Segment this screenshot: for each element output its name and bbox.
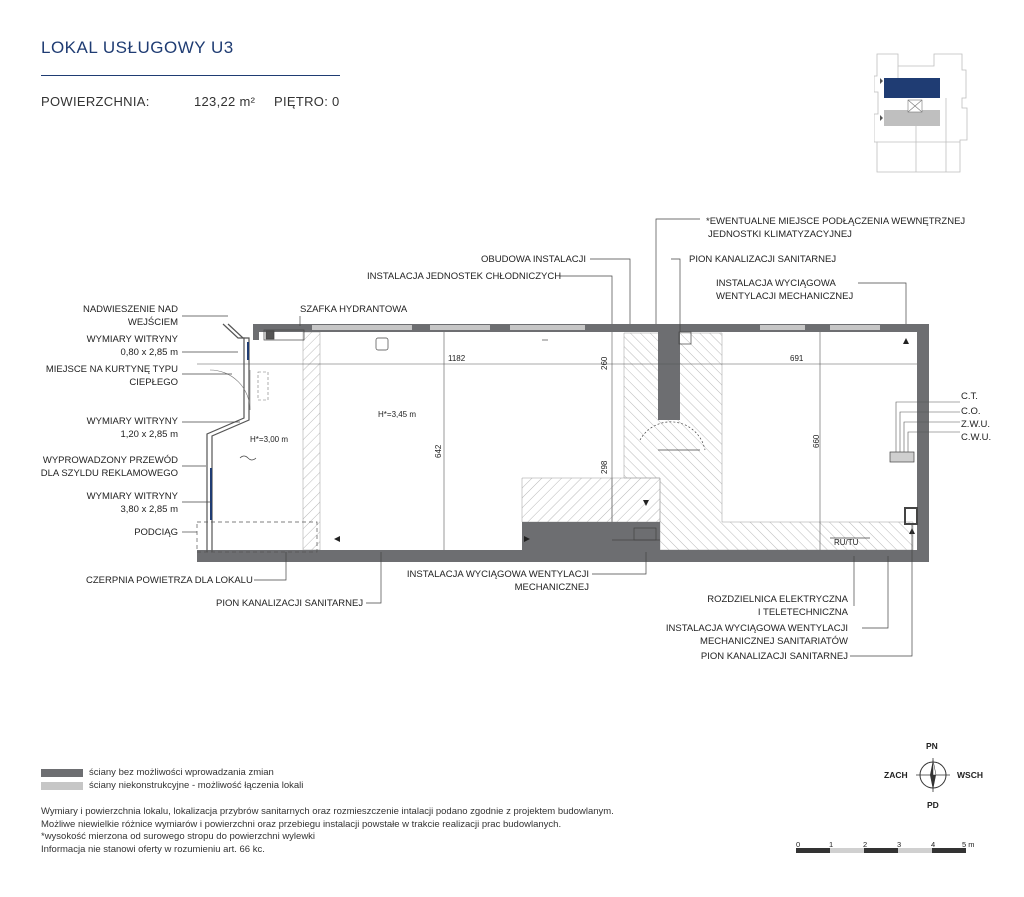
scale-tick: 5 m xyxy=(962,840,975,849)
dim-1182: 1182 xyxy=(448,354,466,363)
dim-642: 642 xyxy=(434,444,443,458)
label-czerpnia: CZERPNIA POWIETRZA DLA LOKALU xyxy=(86,575,253,586)
area-value: 123,22 m² xyxy=(194,94,256,109)
label-pion-left: PION KANALIZACJI SANITARNEJ xyxy=(216,598,364,609)
beam-outline xyxy=(197,522,317,552)
dim-260: 260 xyxy=(600,356,609,370)
label-wyciagowa-top: INSTALACJA WYCIĄGOWA WENTYLACJI MECHANICZNEJ xyxy=(716,278,854,302)
label-co: C.O. xyxy=(961,406,981,417)
label-witryna-1: WYMIARY WITRYNY 0,80 x 2,85 m xyxy=(86,334,178,358)
compass-icon xyxy=(910,752,956,798)
height-entrance: H*=3,00 m xyxy=(250,435,289,444)
note-line: Możliwe niewielkie różnice wymiarów i powierzchni oraz przebiegu instalacji powstałe w trakcie realizacji prac budowlanych. xyxy=(41,818,562,830)
area-label: POWIERZCHNIA: xyxy=(41,94,150,109)
scale-tick: 4 xyxy=(931,840,936,849)
compass-south: PD xyxy=(927,800,939,810)
label-obudowa: OBUDOWA INSTALACJI xyxy=(481,254,587,265)
label-witryna-3: WYMIARY WITRYNY 3,80 x 2,85 m xyxy=(86,491,178,515)
legend-swatch-structural xyxy=(41,769,83,777)
label-kurtyna: MIEJSCE NA KURTYNĘ TYPU CIEPŁEGO xyxy=(45,364,178,388)
rutu-label: RU/TU xyxy=(834,538,859,547)
label-sanitariatow: INSTALACJA WYCIĄGOWA WENTYLACJI MECHANICZNEJ SANITARIATÓW xyxy=(665,623,848,647)
dim-660: 660 xyxy=(812,434,821,448)
label-szafka: SZAFKA HYDRANTOWA xyxy=(300,304,408,315)
note-line: Wymiary i powierzchnia lokalu, lokalizacja przybrów sanitarnych oraz rozmieszczenie intalacji podano zgodnie z projektem budowlanym. xyxy=(41,806,614,817)
storefront-facade xyxy=(207,324,249,552)
page-title: LOKAL USŁUGOWY U3 xyxy=(41,38,234,57)
dim-298: 298 xyxy=(600,460,609,474)
label-pion-bottom: PION KANALIZACJI SANITARNEJ xyxy=(700,651,848,662)
scale-tick: 0 xyxy=(796,840,801,849)
label-witryna-2: WYMIARY WITRYNY 1,20 x 2,85 m xyxy=(86,416,178,440)
height-main: H*=3,45 m xyxy=(378,410,417,419)
label-zwu: Z.W.U. xyxy=(961,419,991,430)
label-wyciagowa-bottom: INSTALACJA WYCIĄGOWA WENTYLACJI MECHANICZNEJ xyxy=(406,569,589,593)
label-nadwieszenie: NADWIESZENIE NAD WEJŚCIEM xyxy=(82,304,178,328)
scale-bar xyxy=(796,848,976,854)
label-pion-top: PION KANALIZACJI SANITARNEJ xyxy=(689,254,837,265)
label-ct: C.T. xyxy=(961,391,978,402)
note-line: *wysokość mierzona od surowego stropu do powierzchni wylewki xyxy=(41,831,316,842)
label-jednostki: INSTALACJA JEDNOSTEK CHŁODNICZYCH xyxy=(367,271,562,282)
floor-info: PIĘTRO: 0 xyxy=(274,94,340,109)
compass-east: WSCH xyxy=(957,770,983,780)
label-rozdzielnica: ROZDZIELNICA ELEKTRYCZNA I TELETECHNICZNA xyxy=(707,594,848,618)
scale-tick: 3 xyxy=(897,840,902,849)
note-line: Informacja nie stanowi oferty w rozumieniu art. 66 kc. xyxy=(41,843,265,855)
label-przewod: WYPROWADZONY PRZEWÓD DLA SZYLDU REKLAMOWEGO xyxy=(40,455,178,479)
label-cwu: C.W.U. xyxy=(961,432,992,443)
footnotes xyxy=(41,806,614,856)
compass-west: ZACH xyxy=(884,770,908,780)
label-ewentualne: *EWENTUALNE MIEJSCE PODŁĄCZENIA WEWNĘTRZNEJ JEDNOSTKI KLIMATYZACYJNEJ xyxy=(706,216,966,240)
dim-691: 691 xyxy=(790,354,804,363)
scale-tick: 2 xyxy=(863,840,868,849)
compass-north: PN xyxy=(926,741,938,751)
legend-text-partition: ściany niekonstrukcyjne - możliwość łączenia lokali xyxy=(89,780,304,791)
legend-text-structural: ściany bez możliwości wprowadzania zmian xyxy=(89,767,274,778)
legend-swatch-partition xyxy=(41,782,83,790)
scale-tick: 1 xyxy=(829,840,834,849)
label-podciag: PODCIĄG xyxy=(134,527,178,538)
